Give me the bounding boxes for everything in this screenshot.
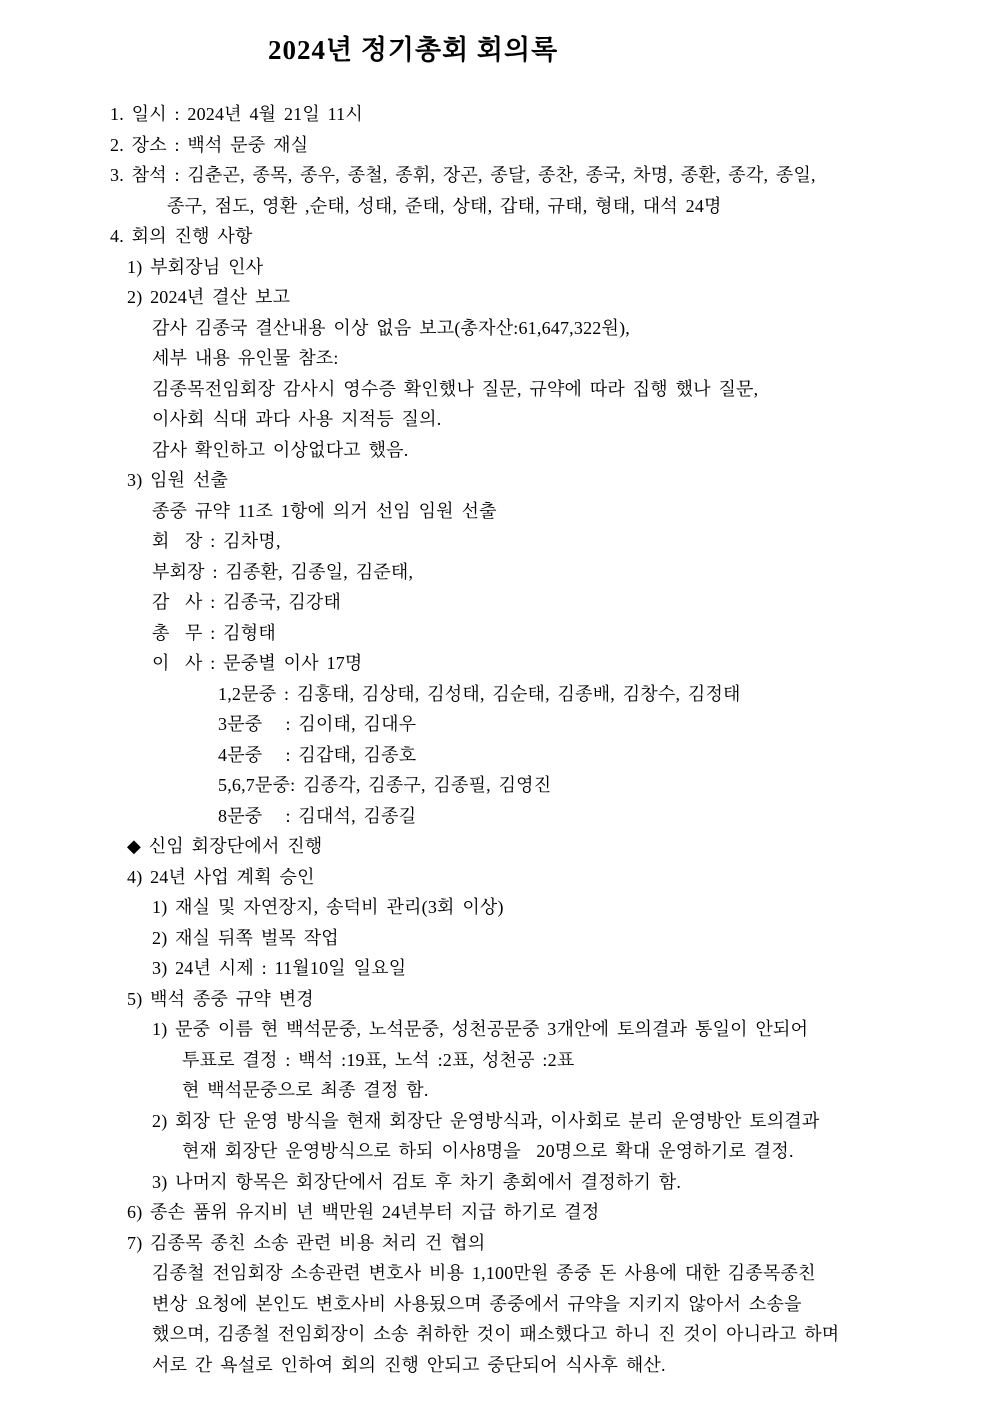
doc-line: 했으며, 김종철 전임회장이 소송 취하한 것이 패소했다고 하니 진 것이 아니라고 하며 [152, 1324, 840, 1344]
doc-line: 1) 문중 이름 현 백석문중, 노석문중, 성천공문중 3개안에 토의결과 통일이 안되어 [152, 1019, 809, 1039]
doc-line: 감사 확인하고 이상없다고 했음. [152, 439, 409, 460]
doc-line: 세부 내용 유인물 참조: [152, 348, 339, 368]
doc-line: 5) 백석 종중 규약 변경 [127, 988, 314, 1009]
doc-line: 1) 재실 및 자연장지, 송덕비 관리(3회 이상) [152, 897, 504, 917]
doc-line: 현재 회장단 운영방식으로 하되 이사8명을 20명으로 확대 운영하기로 결정. [182, 1141, 794, 1161]
doc-line: 1. 일시 : 2024년 4월 21일 11시 [110, 104, 363, 124]
doc-line: 현 백석문중으로 최종 결정 함. [182, 1080, 429, 1100]
doc-line: 종중 규약 11조 1항에 의거 선임 임원 선출 [152, 500, 497, 521]
doc-line: 종구, 점도, 영환 ,순태, 성태, 준태, 상태, 갑태, 규태, 형태, 대석 24명 [167, 195, 722, 216]
doc-line: 3) 임원 선출 [127, 470, 229, 490]
doc-line: 3) 나머지 항목은 회장단에서 검토 후 차기 총회에서 결정하기 함. [152, 1171, 682, 1192]
doc-line: 4. 회의 진행 사항 [110, 226, 253, 246]
doc-line: 회 장 : 김차명, [152, 531, 281, 551]
doc-line: 1) 부회장님 인사 [127, 256, 264, 277]
doc-line: 총 무 : 김형태 [152, 622, 276, 643]
doc-line-diamond-note: ◆ 신임 회장단에서 진행 [127, 836, 323, 856]
doc-line: 김종철 전임회장 소송관련 변호사 비용 1,100만원 종중 돈 사용에 대한 김종목종친 [152, 1263, 816, 1283]
doc-line: 감사 김종국 결산내용 이상 없음 보고(총자산:61,647,322원), [152, 317, 630, 338]
doc-line: 3) 24년 시제 : 11월10일 일요일 [152, 958, 407, 978]
doc-line: 김종목전임회장 감사시 영수증 확인했나 질문, 규약에 따라 집행 했나 질문, [152, 378, 759, 399]
doc-line: 서로 간 욕설로 인하여 회의 진행 안되고 중단되어 식사후 해산. [152, 1354, 666, 1375]
doc-line: 3. 참석 : 김춘곤, 종목, 종우, 종철, 종휘, 장곤, 종달, 종찬, 종국, 차명, 종환, 종각, 종일, [110, 165, 816, 185]
document-title: 2024년 정기총회 회의록 [268, 35, 559, 65]
doc-line: 4문중 : 김갑태, 김종호 [218, 744, 417, 765]
doc-line: 2) 재실 뒤쪽 벌목 작업 [152, 927, 339, 948]
doc-line: 7) 김종목 종친 소송 관련 비용 처리 건 협의 [127, 1232, 486, 1253]
doc-line: 5,6,7문중: 김종각, 김종구, 김종필, 김영진 [218, 775, 552, 795]
doc-line: 변상 요청에 본인도 변호사비 사용됬으며 종중에서 규약을 지키지 않아서 소송을 [152, 1293, 802, 1314]
doc-line: 감 사 : 김종국, 김강태 [152, 592, 342, 612]
doc-line: 8문중 : 김대석, 김종길 [218, 805, 417, 826]
doc-line: 2. 장소 : 백석 문중 재실 [110, 134, 309, 155]
doc-line: 1,2문중 : 김홍태, 김상태, 김성태, 김순태, 김종배, 김창수, 김정태 [218, 683, 741, 704]
doc-line: 6) 종손 품위 유지비 년 백만원 24년부터 지급 하기로 결정 [127, 1202, 600, 1222]
doc-line: 이 사 : 문중별 이사 17명 [152, 653, 363, 673]
doc-line: 2) 2024년 결산 보고 [127, 287, 291, 307]
document-body [0, 99, 992, 1380]
doc-line: 부회장 : 김종환, 김종일, 김준태, [152, 561, 414, 582]
doc-line: 4) 24년 사업 계획 승인 [127, 866, 315, 887]
doc-line: 투표로 결정 : 백석 :19표, 노석 :2표, 성천공 :2표 [182, 1049, 575, 1070]
doc-line: 이사회 식대 과다 사용 지적등 질의. [152, 409, 442, 429]
doc-line: 3문중 : 김이태, 김대우 [218, 714, 417, 734]
doc-line: 2) 회장 단 운영 방식을 현재 회장단 운영방식과, 이사회로 분리 운영방안 토의결과 [152, 1110, 820, 1131]
